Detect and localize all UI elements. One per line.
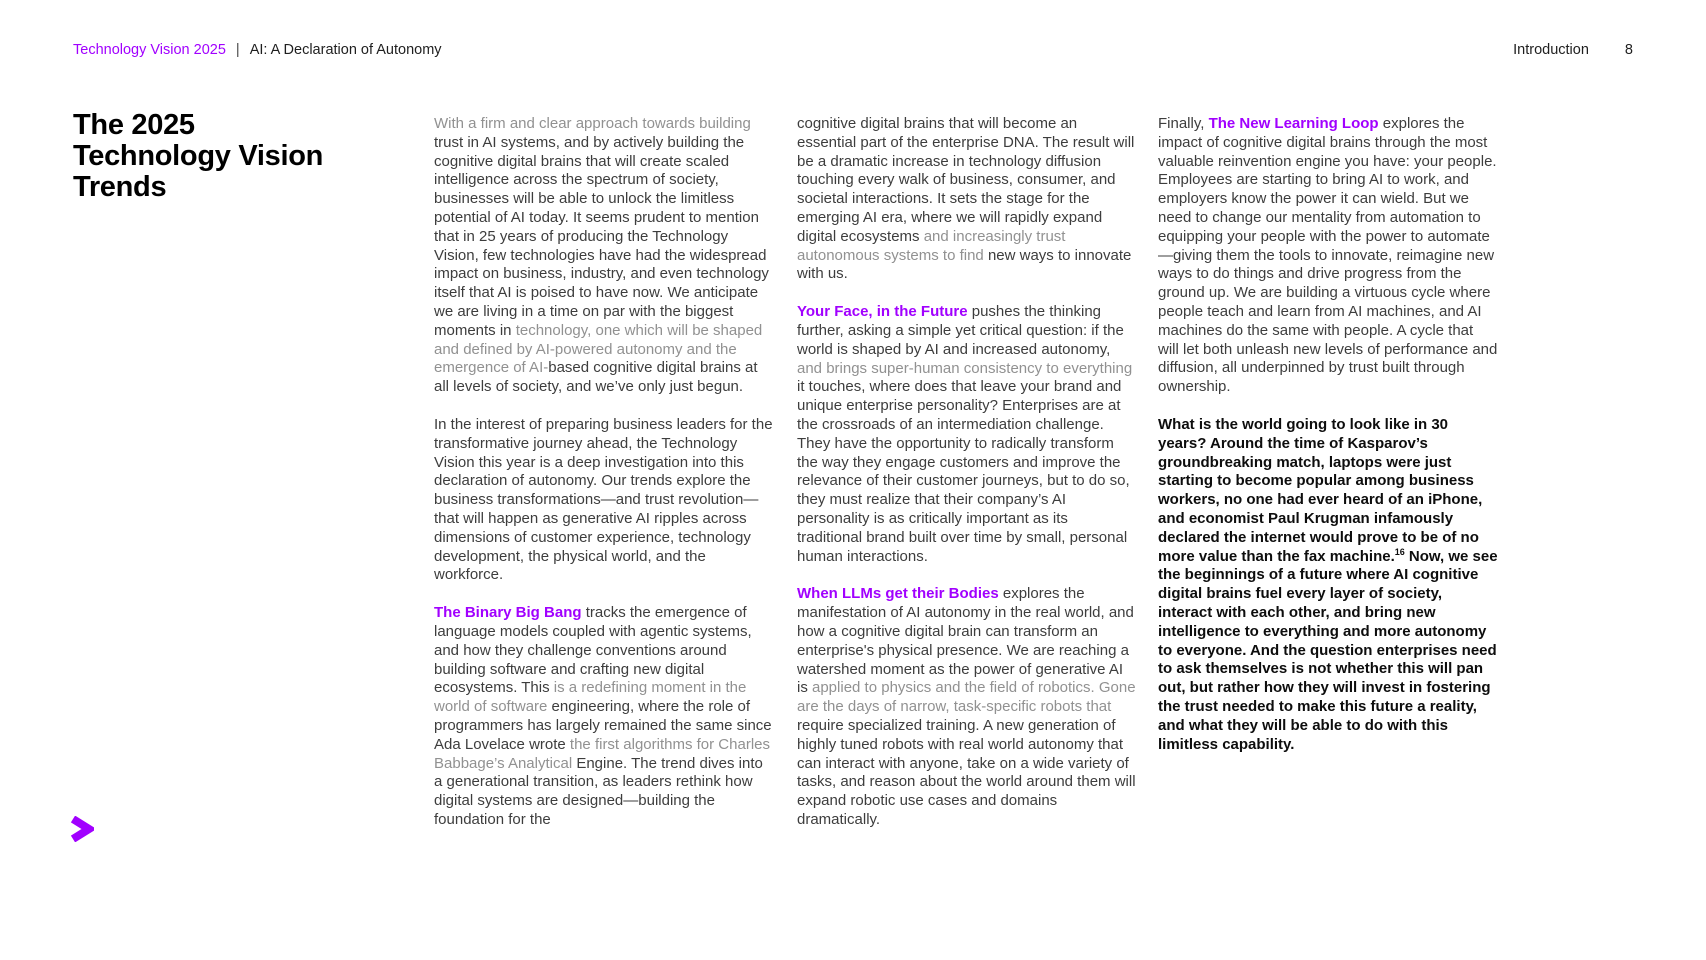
page-title-line: The 2025 xyxy=(73,109,195,141)
trend-link[interactable]: Your Face, in the Future xyxy=(797,303,968,321)
footnote-marker: 16 xyxy=(1394,546,1405,557)
page-number: 8 xyxy=(1624,42,1633,58)
text-run: trust in AI systems, and by actively building the cognitive digital brains that will create scaled intelligence across the spectrum of society, businesses will be able to unlock the limitless potential of AI today. It seems prudent to mention that in 25 years of producing the Technology Vision, few technologies have had the widespread impact on business, industry, and even technology itself that AI is poised to have now. We anticipate we are living in a time on par with the biggest moments in xyxy=(434,133,769,339)
text-run: tracks the emergence of language models coupled with agentic systems, and how they challenge conventions around building software and crafting new digital ecosystems. This xyxy=(434,604,752,697)
text-run: is a redefining moment in the world of software xyxy=(434,679,747,716)
paragraph xyxy=(797,303,1137,566)
header-right xyxy=(1513,42,1633,58)
paragraph xyxy=(797,115,1137,284)
text-run: What is the world going to look like in 30 years? Around the time of Kasparov’s groundbreaking match, laptops were just starting to become popular among business workers, no one had ever heard of an iPhone, and economist Paul Krugman infamously declared the internet would prove to be of no more value than the fax machine. xyxy=(1158,415,1483,565)
paragraph xyxy=(434,416,774,585)
text-run: explores the manifestation of AI autonomy in the real world, and how a cognitive digital brain can transform an enterprise's physical presence. We are reaching a watershed moment as the power of generative AI is xyxy=(797,585,1134,697)
section-label: Introduction xyxy=(1513,42,1589,58)
text-run: applied to physics and the field of robotics. Gone are the days of narrow, task-specific robots that xyxy=(797,679,1136,716)
page-title xyxy=(73,110,323,203)
text-run: technology, one which will be shaped and defined by AI-powered autonomy and the emergence of AI- xyxy=(434,321,763,377)
page-title-line: Trends xyxy=(73,171,167,203)
text-run: cognitive digital brains that will become an essential part of the enterprise DNA. The result will be a dramatic increase in technology diffusion touching every walk of business, consumer, and societal interactions. It sets the stage for the emerging AI era, where we will rapidly expand digital ecosystems xyxy=(797,115,1135,245)
text-run: In the interest of preparing business leaders for the transformative journey ahead, the Technology Vision this year is a deep investigation into this declaration of autonomy. Our trends explore the business transformations—and trust revolution—that will happen as generative AI ripples across dimensions of customer experience, technology development, the physical world, and the workforce. xyxy=(434,415,773,584)
breadcrumb-separator: | xyxy=(235,42,240,58)
paragraph xyxy=(797,585,1137,829)
text-column-3 xyxy=(1158,115,1498,773)
text-run: require specialized training. A new generation of highly tuned robots with real world autonomy that can interact with anyone, take on a wide variety of tasks, and reason about the world around them will expand robotic use cases and domains dramatically. xyxy=(797,716,1136,828)
doc-title: Technology Vision 2025 xyxy=(73,42,226,58)
text-run: pushes the thinking further, asking a simple yet critical question: if the world is shaped by AI and increased autonomy, xyxy=(797,303,1124,358)
text-run: With a firm and clear approach towards building xyxy=(434,115,751,132)
text-run: and increasingly trust autonomous systems to find xyxy=(797,227,1066,264)
text-column-1 xyxy=(434,115,774,849)
text-column-2 xyxy=(797,115,1137,849)
text-run: it touches, where does that leave your brand and unique enterprise personality? Enterprises are at the crossroads of an intermediation challenge. They have the opportunity to radically transform the way they engage customers and improve the relevance of their customer journeys, but to do so, they must realize that their company’s AI personality is as critically important as its traditional brand built over time by small, personal human interactions. xyxy=(797,378,1130,565)
text-run: the first algorithms for Charles Babbage’s Analytical xyxy=(434,735,770,772)
trend-link[interactable]: The Binary Big Bang xyxy=(434,604,582,622)
text-run: Now, we see the beginnings of a future where AI cognitive digital brains fuel every layer of society, interact with each other, and bring new intelligence to everything and more autonomy to everyone. And the question enterprises need to ask themselves is not whether this will pan out, but rather how they will invest in fostering the trust needed to make this future a reality, and what they will be able to do with this limitless capability. xyxy=(1158,547,1498,753)
doc-subtitle: AI: A Declaration of Autonomy xyxy=(249,42,442,58)
text-run: Finally, xyxy=(1158,115,1209,132)
paragraph xyxy=(1158,115,1498,397)
trend-link[interactable]: When LLMs get their Bodies xyxy=(797,585,999,603)
page-title-line: Technology Vision xyxy=(73,140,324,172)
text-run: engineering, where the role of programmers has largely remained the same since Ada Lovelace wrote xyxy=(434,698,772,753)
text-run: Engine. The trend dives into a generational transition, as leaders rethink how digital systems are designed—building the foundation for the xyxy=(434,754,763,828)
text-run: based cognitive digital brains at all levels of society, and we’ve only just begun. xyxy=(434,359,758,396)
text-run: explores the impact of cognitive digital brains through the most valuable reinvention engine you have: your people. Employees are starting to bring AI to work, and employers know the power it can wield. But we need to change our mentality from automation to equipping your people with the power to automate—giving them the tools to innovate, reimagine new ways to do things and drive progress from the ground up. We are building a virtuous cycle where people teach and learn from AI machines, and AI machines do the same with people. A cycle that will let both unleash new levels of performance and diffusion, all underpinned by trust built through ownership. xyxy=(1158,115,1498,396)
paragraph xyxy=(434,115,774,397)
greater-than-icon xyxy=(70,816,94,842)
paragraph xyxy=(1158,416,1498,754)
text-run: new ways to innovate with us. xyxy=(797,246,1132,283)
breadcrumb xyxy=(73,42,442,58)
accenture-logo xyxy=(70,816,94,847)
trend-link[interactable]: The New Learning Loop xyxy=(1208,115,1379,132)
page-header xyxy=(73,42,1633,58)
paragraph xyxy=(434,604,774,830)
text-run: and brings super-human consistency to everything xyxy=(797,359,1133,377)
